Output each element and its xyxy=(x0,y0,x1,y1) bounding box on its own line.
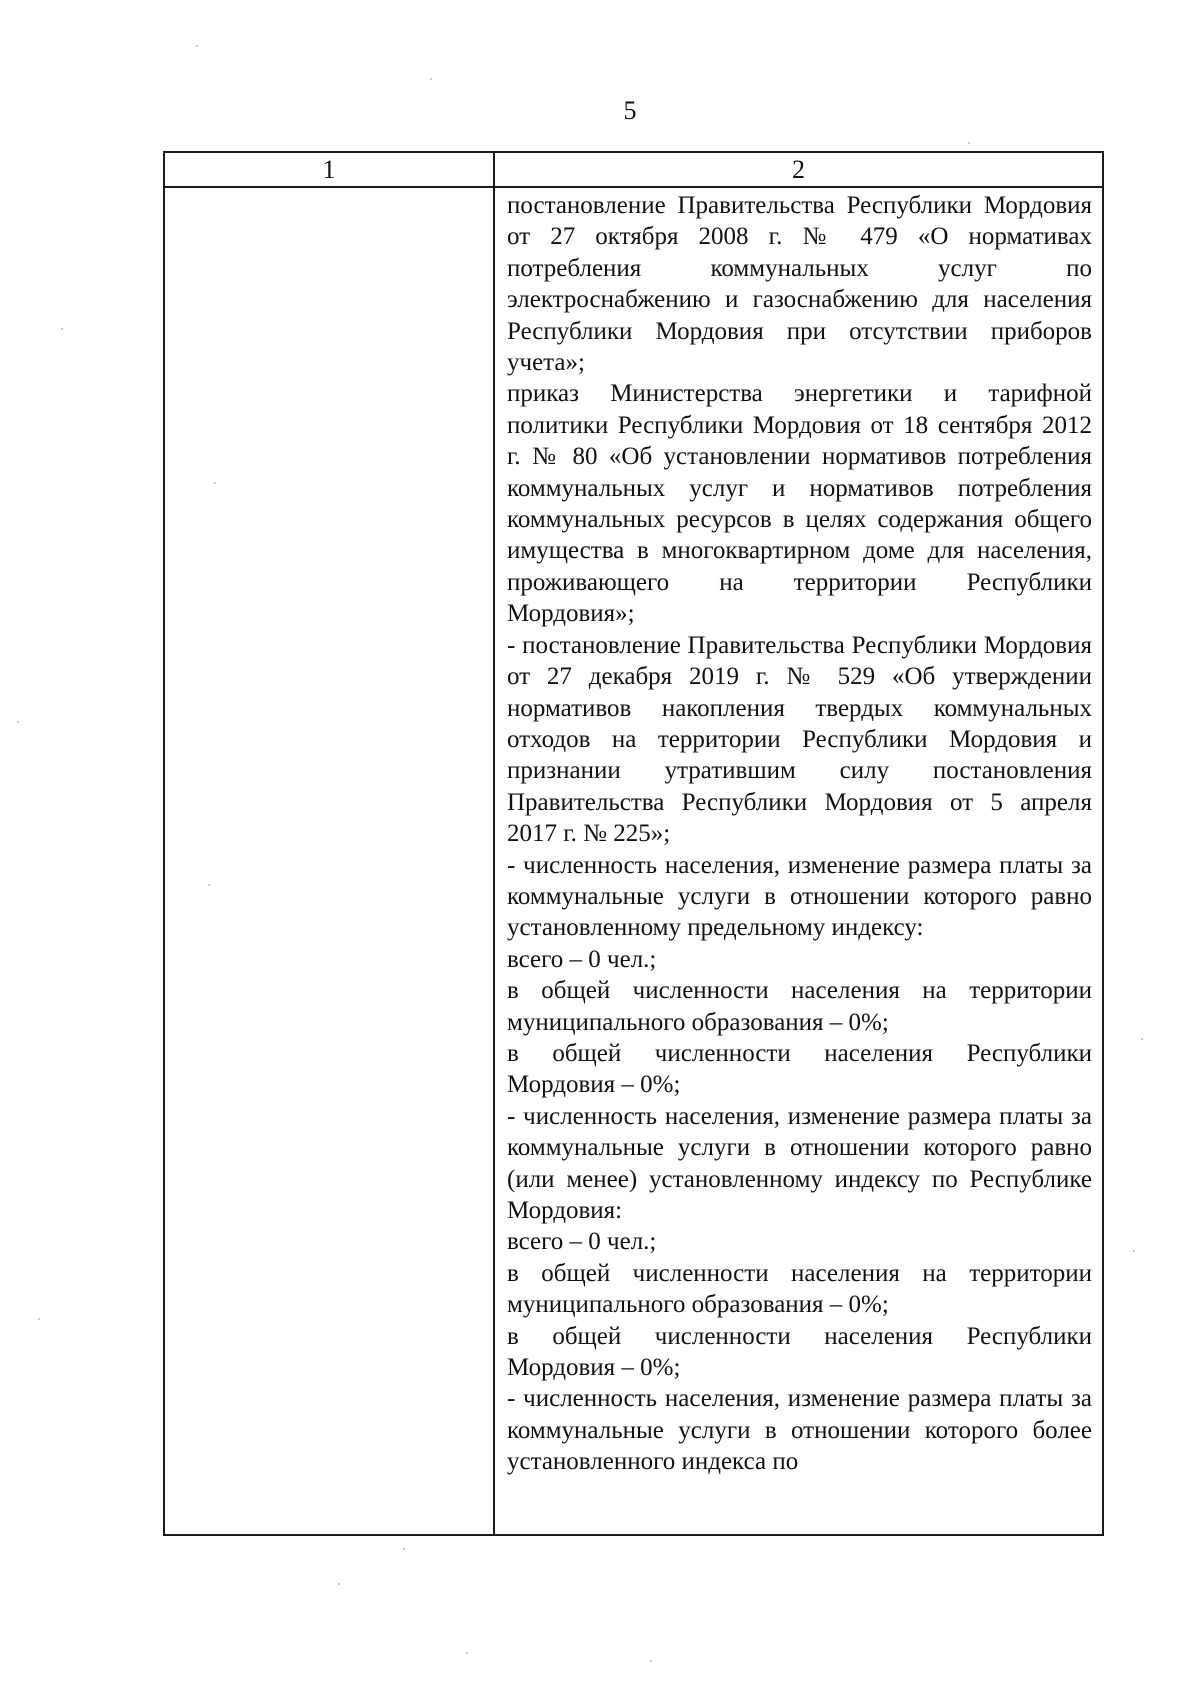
scan-speck xyxy=(196,45,198,47)
column-2-cell xyxy=(494,187,1103,1535)
paragraph-order-80: приказ Министерства энергетики и тарифной политики Республики Мордовия от 18 сентября 2012 г. № 80 «Об установлении нормативов потребления коммунальных услуг и нормативов потребления коммунальных ресурсов в целях содержания общего имущества в многоквартирном доме для населения, проживающего на территории Республики Мордовия»; xyxy=(507,380,1092,628)
paragraph-population-equal-or-less-index: - численность населения, изменение размера платы за коммунальные услуги в отношении которого равно (или менее) установленному индексу по Республике Мордовия: xyxy=(507,1102,1092,1224)
scan-speck xyxy=(466,1652,468,1654)
column-number-2: 2 xyxy=(494,152,1103,187)
scan-speck xyxy=(1133,1250,1135,1252)
document-table xyxy=(163,151,1104,1536)
scan-speck xyxy=(38,1318,40,1320)
scan-speck xyxy=(214,482,216,484)
paragraph-total-2: всего – 0 чел.; xyxy=(507,1228,657,1256)
scan-speck xyxy=(208,884,210,886)
scan-speck xyxy=(1141,1038,1143,1040)
paragraph-republic-share-1: в общей численности населения Республики Мордовия – 0%; xyxy=(507,1039,1092,1099)
table-header-row xyxy=(164,152,1103,187)
scan-speck xyxy=(968,142,970,144)
paragraph-population-above-index: - численность населения, изменение размера платы за коммунальные услуги в отношении которого более установленного индекса по xyxy=(507,1385,1092,1476)
scan-speck xyxy=(338,1583,340,1585)
paragraph-republic-share-2: в общей численности населения Республики Мордовия – 0%; xyxy=(507,1322,1092,1382)
paragraph-total-1: всего – 0 чел.; xyxy=(507,945,657,973)
column-number-1: 1 xyxy=(164,152,494,187)
scan-speck xyxy=(17,721,19,723)
page-number: 5 xyxy=(623,96,637,125)
paragraph-population-equal-limit: - численность населения, изменение размера платы за коммунальные услуги в отношении которого равно установленному предельному индексу: xyxy=(507,851,1092,942)
scan-speck xyxy=(650,1660,652,1662)
paragraph-resolution-529: - постановление Правительства Республики Мордовия от 27 декабря 2019 г. № 529 «Об утверждении нормативов накопления твердых коммунальных отходов на территории Республики Мордовия и признании утратившим силу постановления Правительства Республики Мордовия от 5 апреля 2017 г. № 225»; xyxy=(507,631,1092,848)
paragraph-municipal-share-1: в общей численности населения на территории муниципального образования – 0%; xyxy=(507,977,1092,1036)
scan-speck xyxy=(61,328,63,330)
table-row xyxy=(164,187,1103,1535)
scan-speck xyxy=(403,1548,405,1550)
paragraph-resolution-479: постановление Правительства Республики Мордовия от 27 октября 2008 г. № 479 «О нормативах потребления коммунальных услуг по электроснабжению и газоснабжению для населения Республики Мордовия при отсутствии приборов учета»; xyxy=(507,192,1092,377)
paragraph-municipal-share-2: в общей численности населения на территории муниципального образования – 0%; xyxy=(507,1259,1092,1319)
column-1-cell xyxy=(164,187,494,1535)
scan-speck xyxy=(430,78,432,80)
